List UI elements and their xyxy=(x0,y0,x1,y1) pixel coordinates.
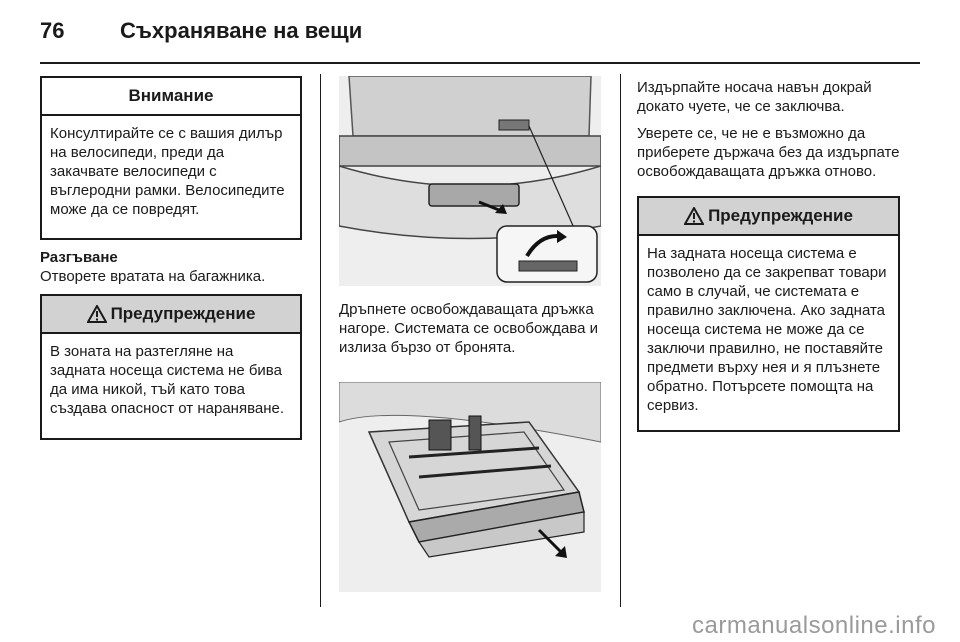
warning-triangle-icon xyxy=(87,305,107,323)
caution-box xyxy=(40,76,302,240)
page-number: 76 xyxy=(40,18,65,43)
warning-box-1 xyxy=(40,294,302,440)
column-divider-2 xyxy=(620,74,621,607)
section-subheading: Разгъване xyxy=(40,249,118,266)
pull-out-paragraph: Издърпайте носача навън докрай докато чуете, че се заключва. xyxy=(637,79,872,115)
caution-body: Консултирайте се с вашия дилър на велосипеди, преди да закачвате велосипеди с въглеродни рамки. Велосипедите може да се повредят. xyxy=(50,125,285,218)
header-rule xyxy=(40,62,920,64)
warning-box-2 xyxy=(637,196,900,432)
watermark: carmanualsonline.info xyxy=(692,612,936,639)
bumper-release-handle-illustration xyxy=(339,76,601,286)
page-title: Съхраняване на вещи xyxy=(120,18,363,43)
figure-release-handle xyxy=(339,76,601,286)
warning-title: Предупреждение xyxy=(708,206,853,225)
warning-body: В зоната на разтегляне на задната носеща система не бива да има никой, тъй като това създава опасност от нараняване. xyxy=(50,343,285,417)
column-divider-1 xyxy=(320,74,321,607)
warning-body: На задната носеща система е позволено да се закрепват товари само в случай, че системата е правилно заключена. Ако задната носеща система не може да се заключи правилно, не поставяйте предмети върху нея и я плъзнете обратно. Потърсете помощта на сервиз. xyxy=(647,245,887,414)
unfold-section xyxy=(40,248,310,286)
col3-paragraphs xyxy=(637,78,913,189)
warning-triangle-icon xyxy=(684,207,704,225)
figure-carrier-extended xyxy=(339,382,601,592)
caution-title: Внимание xyxy=(42,78,300,116)
instruction-text: Отворете вратата на багажника. xyxy=(40,268,266,285)
warning-header xyxy=(42,296,300,334)
warning-header xyxy=(639,198,898,236)
verify-paragraph: Уверете се, че не е възможно да приберете държача без да издърпате освобождаващата дръжка отново. xyxy=(637,125,900,180)
release-paragraph: Дръпнете освобождаващата дръжка нагоре. Системата се освобождава и излиза бързо от бронята. xyxy=(339,301,598,356)
rear-carrier-extended-illustration xyxy=(339,382,601,592)
warning-title: Предупреждение xyxy=(110,304,256,323)
page-header xyxy=(40,18,920,58)
